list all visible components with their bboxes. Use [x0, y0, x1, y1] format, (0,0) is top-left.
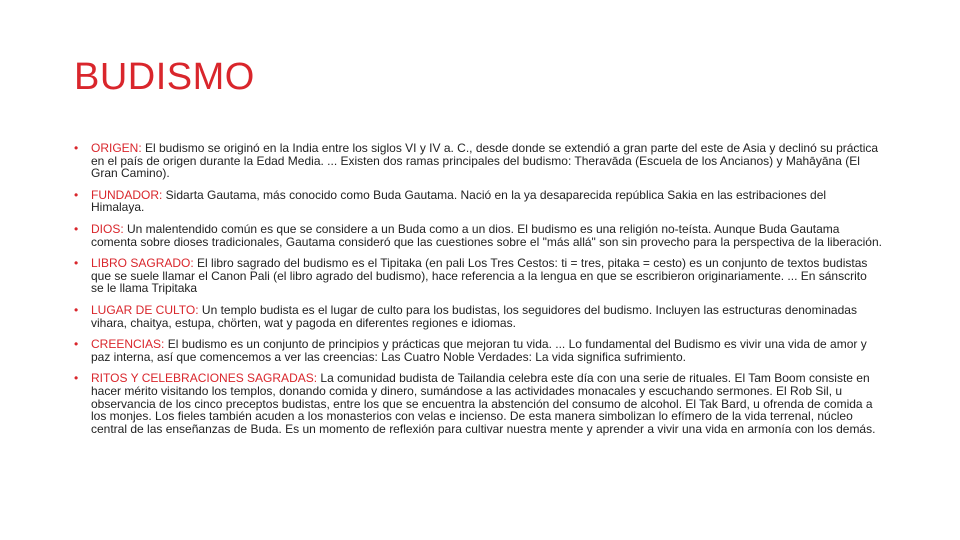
- bullet-item-fundador: [74, 189, 882, 214]
- bullet-text: El budismo es un conjunto de principios y prácticas que mejoran tu vida. ... Lo fundamental del Budismo es vivir una vida de amor y paz interna, así que comencemos a ver las creencias: Las Cuatro Noble Verdades: La vida significa sufrimiento.: [91, 337, 867, 364]
- slide-title: BUDISMO: [74, 56, 255, 98]
- bullet-item-ritos: [74, 372, 882, 435]
- bullet-label: CREENCIAS:: [91, 337, 165, 352]
- bullet-dot-icon: •: [74, 256, 79, 271]
- bullet-item-dios: [74, 223, 882, 248]
- bullet-text: Un templo budista es el lugar de culto para los budistas, los seguidores del budismo. Incluyen las estructuras denominadas vihara, chaitya, estupa, chörten, wat y pagoda en diferentes regiones e idiomas.: [91, 302, 857, 330]
- bullet-text: Sidarta Gautama, más conocido como Buda Gautama. Nació en la ya desaparecida república Sakia en las estribaciones del Himalaya.: [91, 187, 827, 215]
- bullet-item-lugar-de-culto: [74, 304, 882, 329]
- bullet-text: El libro sagrado del budismo es el Tipitaka (en pali Los Tres Cestos: ti = tres, pitaka = cesto) es un conjunto de textos budistas que se suele llamar el Canon Pali (el libro agrado del budismo), hace referencia a la lengua en que se escribieron originariamente. ... En sánscrito se le llama Tripitaka: [91, 256, 868, 296]
- bullet-item-origen: [74, 142, 882, 180]
- bullet-text: El budismo se originó en la India entre los siglos VI y IV a. C., desde donde se extendió a gran parte del este de Asia y declinó su práctica en el país de origen durante la Edad Media. ... Existen dos ramas principales del budismo: Theravāda (Escuela de los Ancianos) y Mahāyāna (El Gran Camino).: [91, 141, 879, 181]
- bullet-text: La comunidad budista de Tailandia celebra este día con una serie de rituales. El Tam Boom consiste en hacer mérito visitando los templos, donando comida y dinero, sumándose a las actividades monacales y escuchando sermones. El Rob Sil, u observancia de los cinco preceptos budistas, entre los que se encuentra la abstención del consumo de alcohol. El Tak Bard, u ofrenda de comida a los monjes. Los fieles también acuden a los monasterios con velas e incienso. De esta manera simbolizan lo efímero de la vida terrenal, núcleo central de las enseñanzas de Buda. Es un momento de reflexión para cultivar nuestra mente y aprender a vivir una vida en armonía con los demás.: [91, 371, 876, 436]
- bullet-dot-icon: •: [74, 371, 79, 386]
- bullet-list: [74, 142, 882, 444]
- bullet-label: FUNDADOR:: [91, 187, 163, 202]
- bullet-label: DIOS:: [91, 221, 124, 236]
- bullet-text: Un malentendido común es que se considere a un Buda como a un dios. El budismo es una religión no-teísta. Aunque Buda Gautama comenta sobre dioses tradicionales, Gautama consideró que las cuestiones sobre el "más allá" son sin provecho para la perspectiva de la liberación.: [91, 221, 882, 249]
- bullet-dot-icon: •: [74, 337, 79, 352]
- bullet-dot-icon: •: [74, 187, 79, 202]
- bullet-label: ORIGEN:: [91, 141, 142, 155]
- bullet-dot-icon: •: [74, 302, 79, 317]
- bullet-label: LUGAR DE CULTO:: [91, 302, 199, 317]
- bullet-item-libro-sagrado: [74, 257, 882, 295]
- bullet-item-creencias: [74, 338, 882, 363]
- bullet-dot-icon: •: [74, 141, 79, 155]
- bullet-dot-icon: •: [74, 221, 79, 236]
- bullet-label: LIBRO SAGRADO:: [91, 256, 194, 271]
- bullet-label: RITOS Y CELEBRACIONES SAGRADAS:: [91, 371, 318, 386]
